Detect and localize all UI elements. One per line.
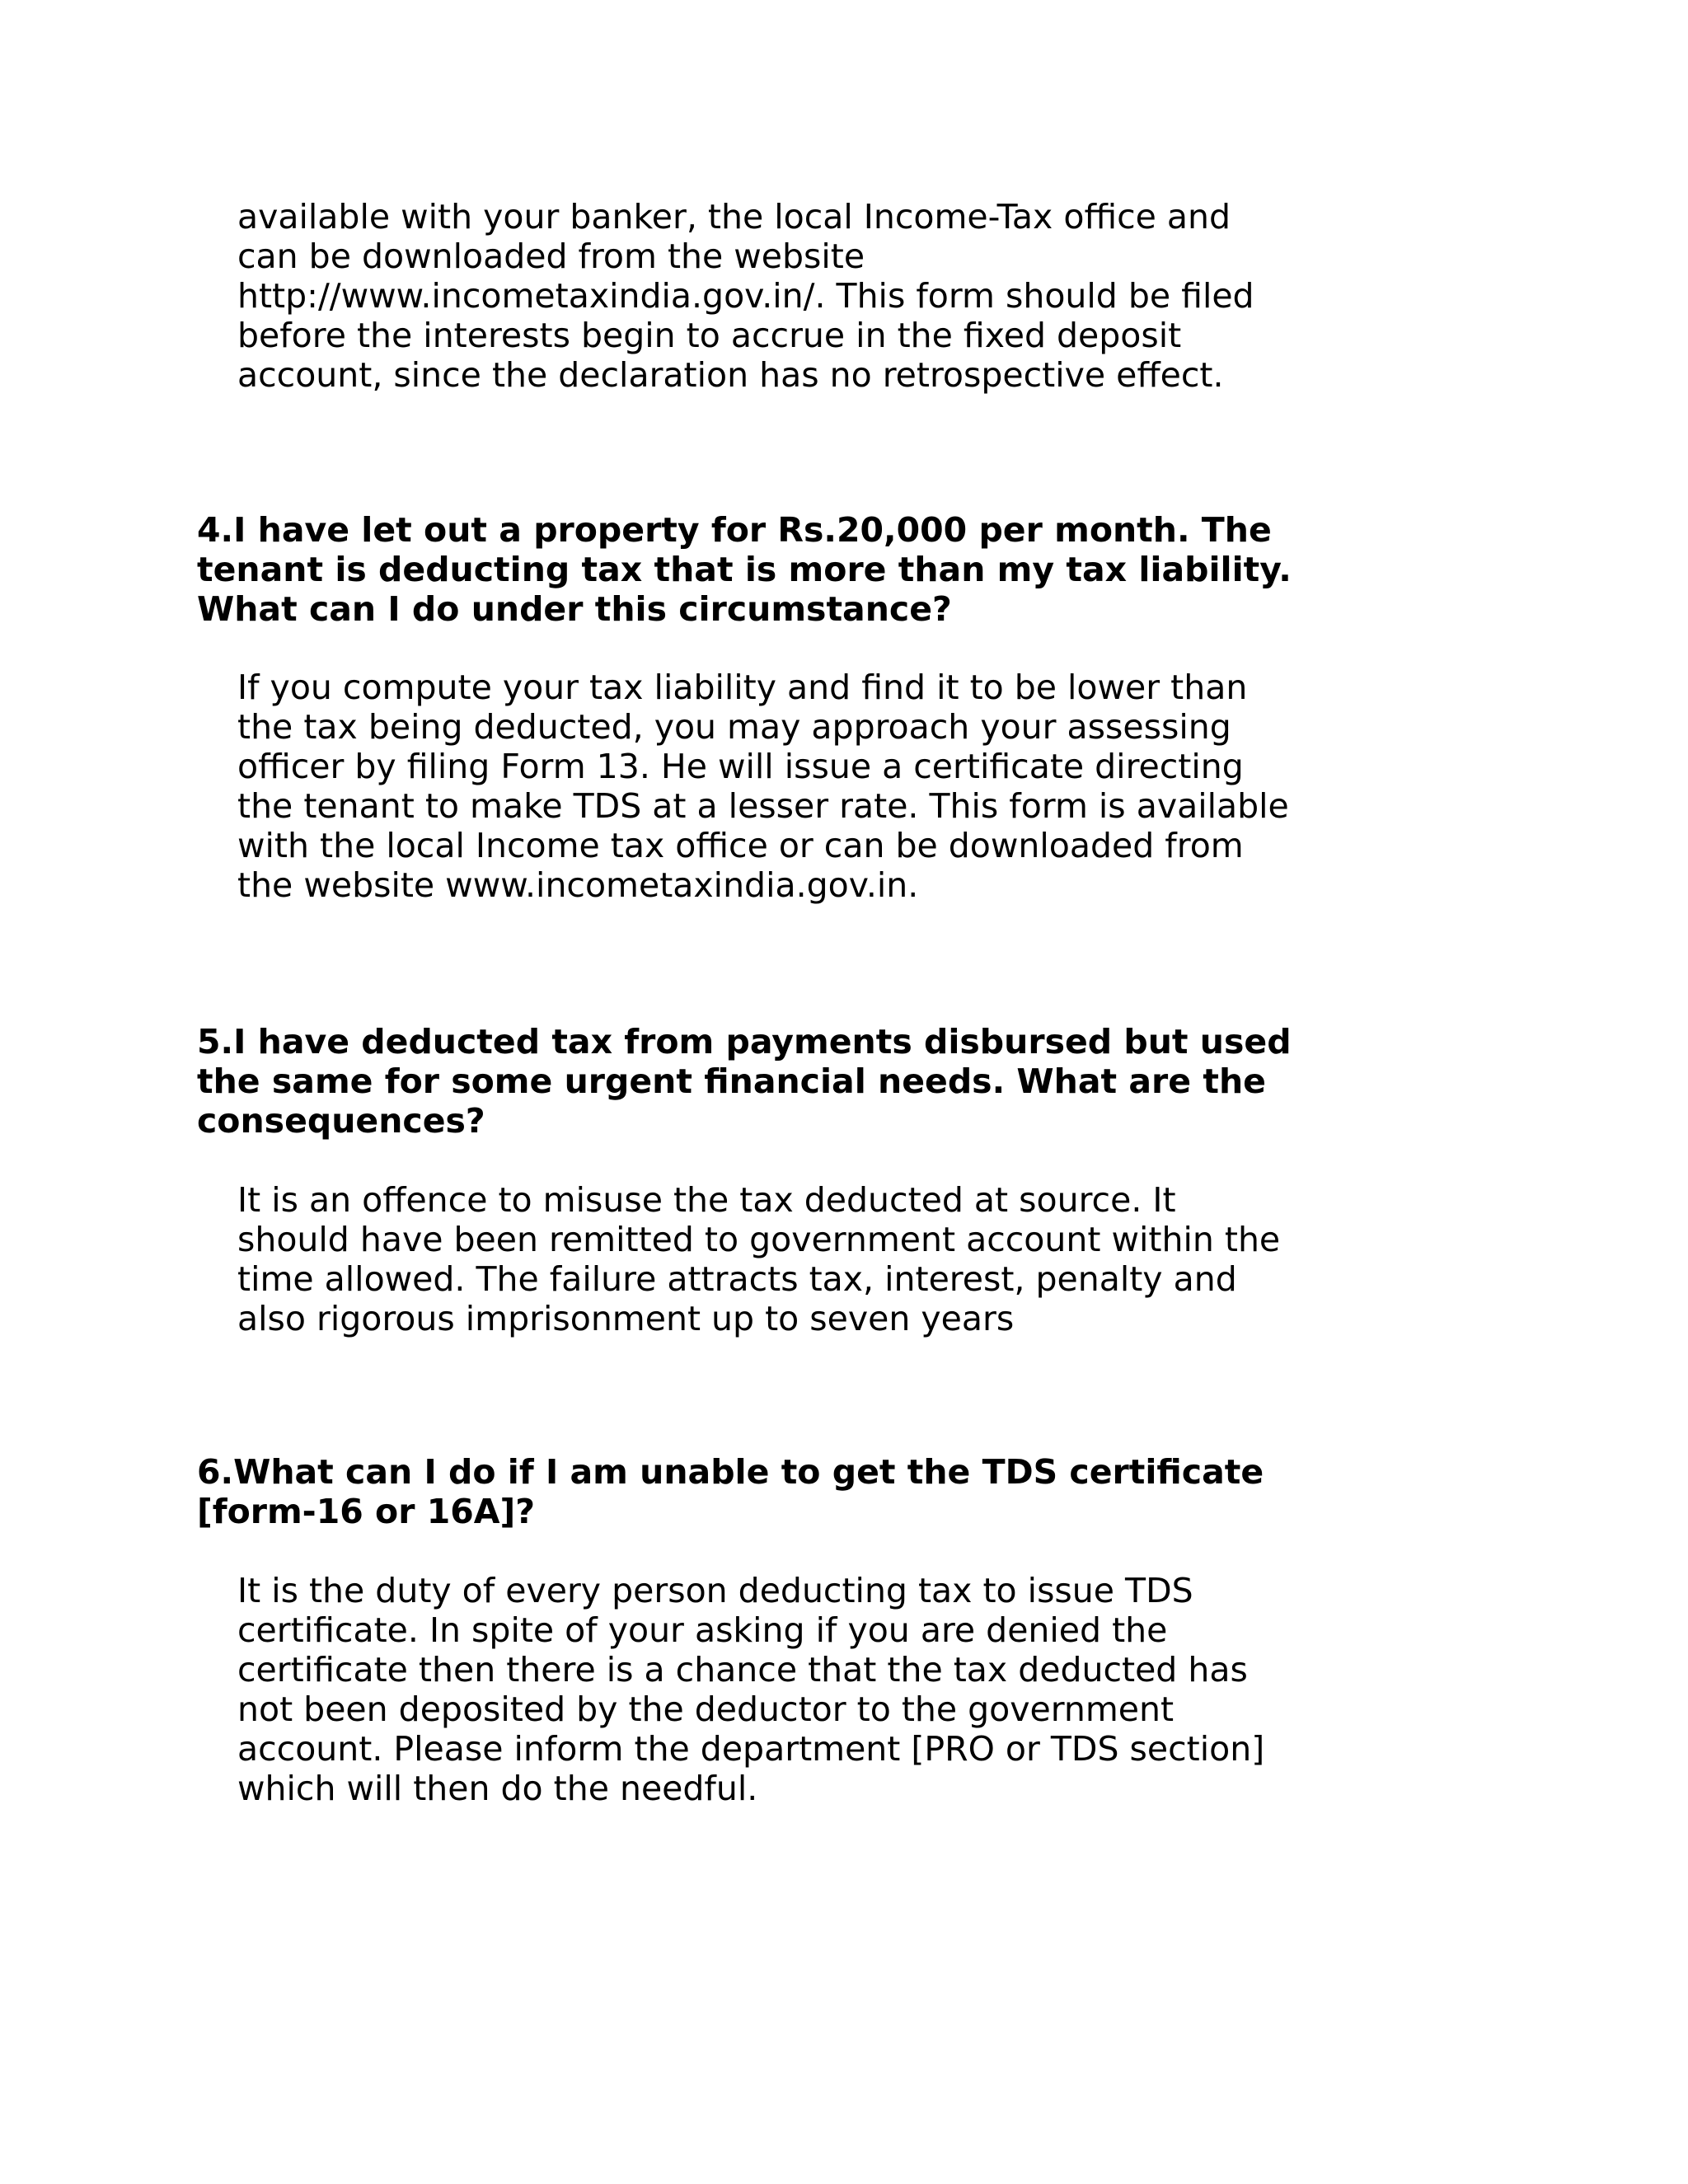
question-line: 6.What can I do if I am unable to get the TDS certificate — [197, 1452, 1264, 1492]
answer-line: which will then do the needful. — [237, 1769, 758, 1808]
answer-line: the website www.incometaxindia.gov.in. — [237, 865, 919, 905]
answer-line: the tenant to make TDS at a lesser rate. This form is available — [237, 786, 1289, 826]
question-line: What can I do under this circumstance? — [197, 589, 952, 629]
answer-line: also rigorous imprisonment up to seven years — [237, 1299, 1015, 1338]
answer-line: should have been remitted to government account within the — [237, 1220, 1281, 1259]
answer-line: account. Please inform the department [PRO or TDS section] — [237, 1729, 1265, 1769]
answer-line: can be downloaded from the website — [237, 237, 865, 276]
question-line: consequences? — [197, 1101, 485, 1141]
answer-line: certificate then there is a chance that the tax deducted has — [237, 1650, 1248, 1690]
answer-line: It is the duty of every person deducting tax to issue TDS — [237, 1571, 1193, 1610]
question-line: 4.I have let out a property for Rs.20,000 per month. The — [197, 510, 1272, 550]
answer-line: with the local Income tax office or can be downloaded from — [237, 826, 1244, 865]
answer-line: time allowed. The failure attracts tax, interest, penalty and — [237, 1259, 1237, 1299]
answer-line: certificate. In spite of your asking if you are denied the — [237, 1610, 1168, 1650]
question-line: tenant is deducting tax that is more than my tax liability. — [197, 550, 1292, 589]
answer-line: not been deposited by the deductor to the government — [237, 1690, 1175, 1729]
answer-line: http://www.incometaxindia.gov.in/. This form should be filed — [237, 276, 1254, 316]
answer-line: It is an offence to misuse the tax deducted at source. It — [237, 1180, 1176, 1220]
question-line: 5.I have deducted tax from payments disbursed but used — [197, 1022, 1292, 1062]
answer-line: account, since the declaration has no retrospective effect. — [237, 355, 1224, 395]
answer-line: If you compute your tax liability and find it to be lower than — [237, 668, 1248, 707]
answer-line: before the interests begin to accrue in the fixed deposit — [237, 316, 1182, 355]
question-line: [form-16 or 16A]? — [197, 1492, 535, 1531]
answer-line: available with your banker, the local Income-Tax office and — [237, 197, 1231, 237]
answer-line: officer by filing Form 13. He will issue a certificate directing — [237, 747, 1244, 786]
answer-line: the tax being deducted, you may approach your assessing — [237, 707, 1231, 747]
question-line: the same for some urgent financial needs. What are the — [197, 1062, 1266, 1101]
